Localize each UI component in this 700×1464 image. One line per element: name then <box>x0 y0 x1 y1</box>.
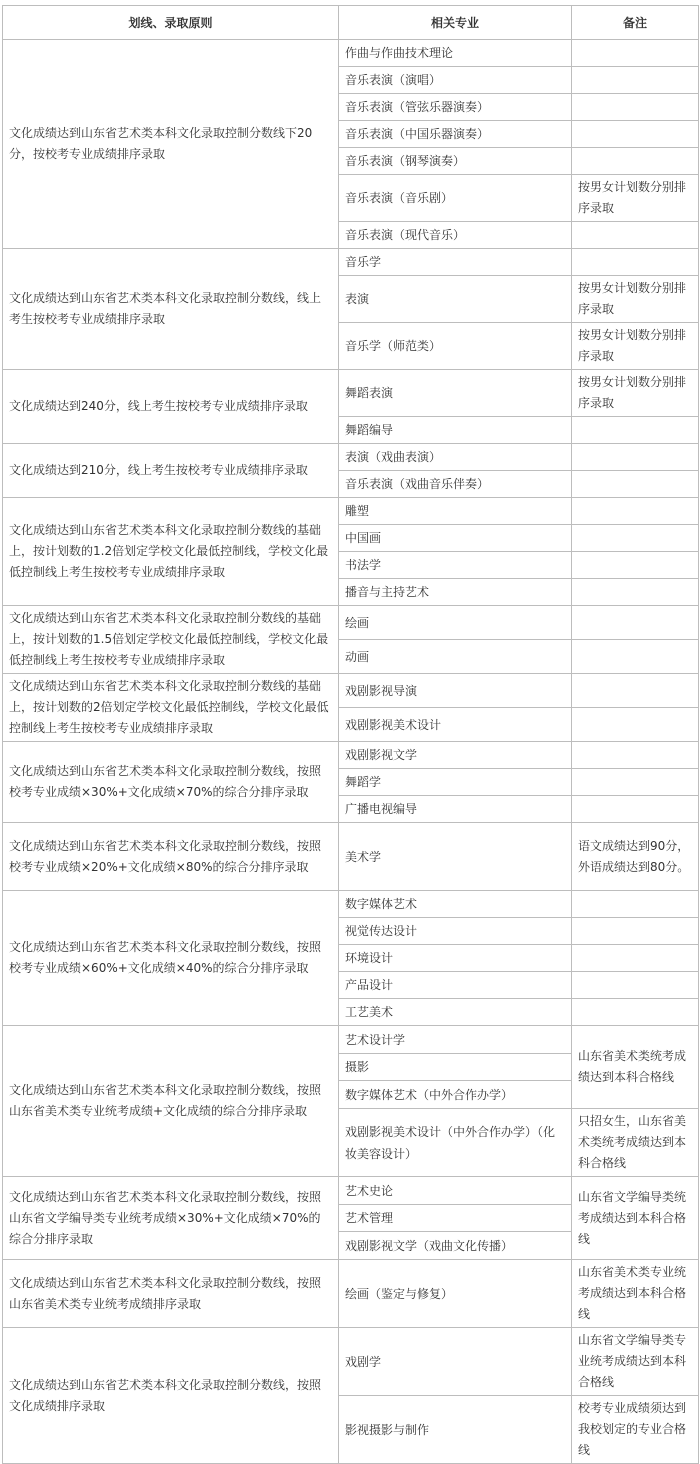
major-cell: 雕塑 <box>339 498 572 525</box>
note-cell: 山东省文学编导类专业统考成绩达到本科合格线 <box>572 1328 699 1396</box>
admission-rule-cell: 文化成绩达到山东省艺术类本科文化录取控制分数线的基础上，按计划数的1.5倍划定学校文化最低控制线，学校文化最低控制线上考生按校考专业成绩排序录取 <box>3 606 339 674</box>
major-cell: 美术学 <box>339 823 572 891</box>
major-cell: 表演（戏曲表演） <box>339 444 572 471</box>
table-row <box>3 823 699 891</box>
major-cell: 音乐表演（音乐剧） <box>339 175 572 222</box>
note-cell: 按男女计划数分别排序录取 <box>572 370 699 417</box>
note-cell <box>572 640 699 674</box>
note-cell <box>572 94 699 121</box>
table-row <box>3 742 699 769</box>
note-cell: 语文成绩达到90分，外语成绩达到80分。 <box>572 823 699 891</box>
major-cell: 音乐表演（钢琴演奏） <box>339 148 572 175</box>
major-cell: 戏剧学 <box>339 1328 572 1396</box>
table-row <box>3 674 699 708</box>
table-row <box>3 444 699 471</box>
major-cell: 环境设计 <box>339 945 572 972</box>
table-row <box>3 249 699 276</box>
table-row <box>3 1026 699 1054</box>
major-cell: 数字媒体艺术 <box>339 891 572 918</box>
note-cell <box>572 945 699 972</box>
major-cell: 影视摄影与制作 <box>339 1396 572 1464</box>
admission-rule-cell: 文化成绩达到210分，线上考生按校考专业成绩排序录取 <box>3 444 339 498</box>
header-major: 相关专业 <box>339 6 572 40</box>
table-row <box>3 1260 699 1328</box>
note-cell <box>572 552 699 579</box>
admission-rule-cell: 文化成绩达到240分，线上考生按校考专业成绩排序录取 <box>3 370 339 444</box>
major-cell: 音乐学（师范类） <box>339 323 572 370</box>
note-cell: 按男女计划数分别排序录取 <box>572 323 699 370</box>
major-cell: 音乐表演（戏曲音乐伴奏） <box>339 471 572 498</box>
major-cell: 戏剧影视美术设计（中外合作办学）（化妆美容设计） <box>339 1109 572 1177</box>
table-row <box>3 891 699 918</box>
admission-rule-cell: 文化成绩达到山东省艺术类本科文化录取控制分数线，按照山东省美术类专业统考成绩排序录取 <box>3 1260 339 1328</box>
note-cell <box>572 918 699 945</box>
note-cell: 山东省美术类专业统考成绩达到本科合格线 <box>572 1260 699 1328</box>
major-cell: 视觉传达设计 <box>339 918 572 945</box>
major-cell: 音乐学 <box>339 249 572 276</box>
major-cell: 绘画 <box>339 606 572 640</box>
admission-rule-cell: 文化成绩达到山东省艺术类本科文化录取控制分数线的基础上，按计划数的2倍划定学校文化最低控制线，学校文化最低控制线上考生按校考专业成绩排序录取 <box>3 674 339 742</box>
major-cell: 艺术史论 <box>339 1177 572 1205</box>
note-cell <box>572 796 699 823</box>
note-cell: 按男女计划数分别排序录取 <box>572 276 699 323</box>
major-cell: 数字媒体艺术（中外合作办学） <box>339 1081 572 1109</box>
major-cell: 音乐表演（中国乐器演奏） <box>339 121 572 148</box>
note-cell: 按男女计划数分别排序录取 <box>572 175 699 222</box>
table-row <box>3 498 699 525</box>
note-cell: 山东省文学编导类统考成绩达到本科合格线 <box>572 1177 699 1260</box>
note-cell <box>572 891 699 918</box>
major-cell: 作曲与作曲技术理论 <box>339 40 572 67</box>
note-cell <box>572 471 699 498</box>
major-cell: 舞蹈编导 <box>339 417 572 444</box>
admission-rule-cell: 文化成绩达到山东省艺术类本科文化录取控制分数线，按照校考专业成绩×30%+文化成绩×70%的综合分排序录取 <box>3 742 339 823</box>
note-cell <box>572 498 699 525</box>
admission-rule-cell: 文化成绩达到山东省艺术类本科文化录取控制分数线，线上考生按校考专业成绩排序录取 <box>3 249 339 370</box>
note-cell <box>572 972 699 999</box>
major-cell: 摄影 <box>339 1054 572 1081</box>
admission-rule-cell: 文化成绩达到山东省艺术类本科文化录取控制分数线的基础上，按计划数的1.2倍划定学校文化最低控制线，学校文化最低控制线上考生按校考专业成绩排序录取 <box>3 498 339 606</box>
major-cell: 艺术管理 <box>339 1205 572 1232</box>
major-cell: 播音与主持艺术 <box>339 579 572 606</box>
major-cell: 广播电视编导 <box>339 796 572 823</box>
major-cell: 工艺美术 <box>339 999 572 1026</box>
admission-rule-cell: 文化成绩达到山东省艺术类本科文化录取控制分数线，按照校考专业成绩×60%+文化成绩×40%的综合分排序录取 <box>3 891 339 1026</box>
admission-rule-cell: 文化成绩达到山东省艺术类本科文化录取控制分数线，按照文化成绩排序录取 <box>3 1328 339 1464</box>
admission-table <box>2 5 699 1464</box>
note-cell <box>572 40 699 67</box>
note-cell <box>572 121 699 148</box>
major-cell: 音乐表演（演唱） <box>339 67 572 94</box>
major-cell: 产品设计 <box>339 972 572 999</box>
note-cell <box>572 525 699 552</box>
major-cell: 音乐表演（管弦乐器演奏） <box>339 94 572 121</box>
major-cell: 戏剧影视美术设计 <box>339 708 572 742</box>
admission-rule-cell: 文化成绩达到山东省艺术类本科文化录取控制分数线下20分，按校考专业成绩排序录取 <box>3 40 339 249</box>
major-cell: 戏剧影视导演 <box>339 674 572 708</box>
note-cell <box>572 444 699 471</box>
note-cell <box>572 999 699 1026</box>
note-cell <box>572 579 699 606</box>
note-cell <box>572 674 699 708</box>
major-cell: 绘画（鉴定与修复） <box>339 1260 572 1328</box>
major-cell: 舞蹈学 <box>339 769 572 796</box>
major-cell: 艺术设计学 <box>339 1026 572 1054</box>
major-cell: 戏剧影视文学 <box>339 742 572 769</box>
note-cell <box>572 249 699 276</box>
note-cell: 只招女生，山东省美术类统考成绩达到本科合格线 <box>572 1109 699 1177</box>
table-row <box>3 1177 699 1205</box>
major-cell: 动画 <box>339 640 572 674</box>
major-cell: 音乐表演（现代音乐） <box>339 222 572 249</box>
note-cell <box>572 148 699 175</box>
admission-rule-cell: 文化成绩达到山东省艺术类本科文化录取控制分数线，按照山东省文学编导类专业统考成绩×30%+文化成绩×70%的综合分排序录取 <box>3 1177 339 1260</box>
major-cell: 戏剧影视文学（戏曲文化传播） <box>339 1232 572 1260</box>
note-cell <box>572 67 699 94</box>
header-note: 备注 <box>572 6 699 40</box>
table-row <box>3 1328 699 1396</box>
admission-rule-cell: 文化成绩达到山东省艺术类本科文化录取控制分数线，按照山东省美术类专业统考成绩+文化成绩的综合分排序录取 <box>3 1026 339 1177</box>
note-cell <box>572 222 699 249</box>
note-cell <box>572 417 699 444</box>
admission-rule-cell: 文化成绩达到山东省艺术类本科文化录取控制分数线，按照校考专业成绩×20%+文化成绩×80%的综合分排序录取 <box>3 823 339 891</box>
table-row <box>3 606 699 640</box>
header-rule: 划线、录取原则 <box>3 6 339 40</box>
note-cell <box>572 606 699 640</box>
note-cell: 校考专业成绩须达到我校划定的专业合格线 <box>572 1396 699 1464</box>
note-cell <box>572 742 699 769</box>
major-cell: 书法学 <box>339 552 572 579</box>
major-cell: 表演 <box>339 276 572 323</box>
note-cell <box>572 708 699 742</box>
header-row <box>3 6 699 40</box>
major-cell: 舞蹈表演 <box>339 370 572 417</box>
table-row <box>3 40 699 67</box>
note-cell <box>572 769 699 796</box>
major-cell: 中国画 <box>339 525 572 552</box>
note-cell: 山东省美术类统考成绩达到本科合格线 <box>572 1026 699 1109</box>
table-row <box>3 370 699 417</box>
